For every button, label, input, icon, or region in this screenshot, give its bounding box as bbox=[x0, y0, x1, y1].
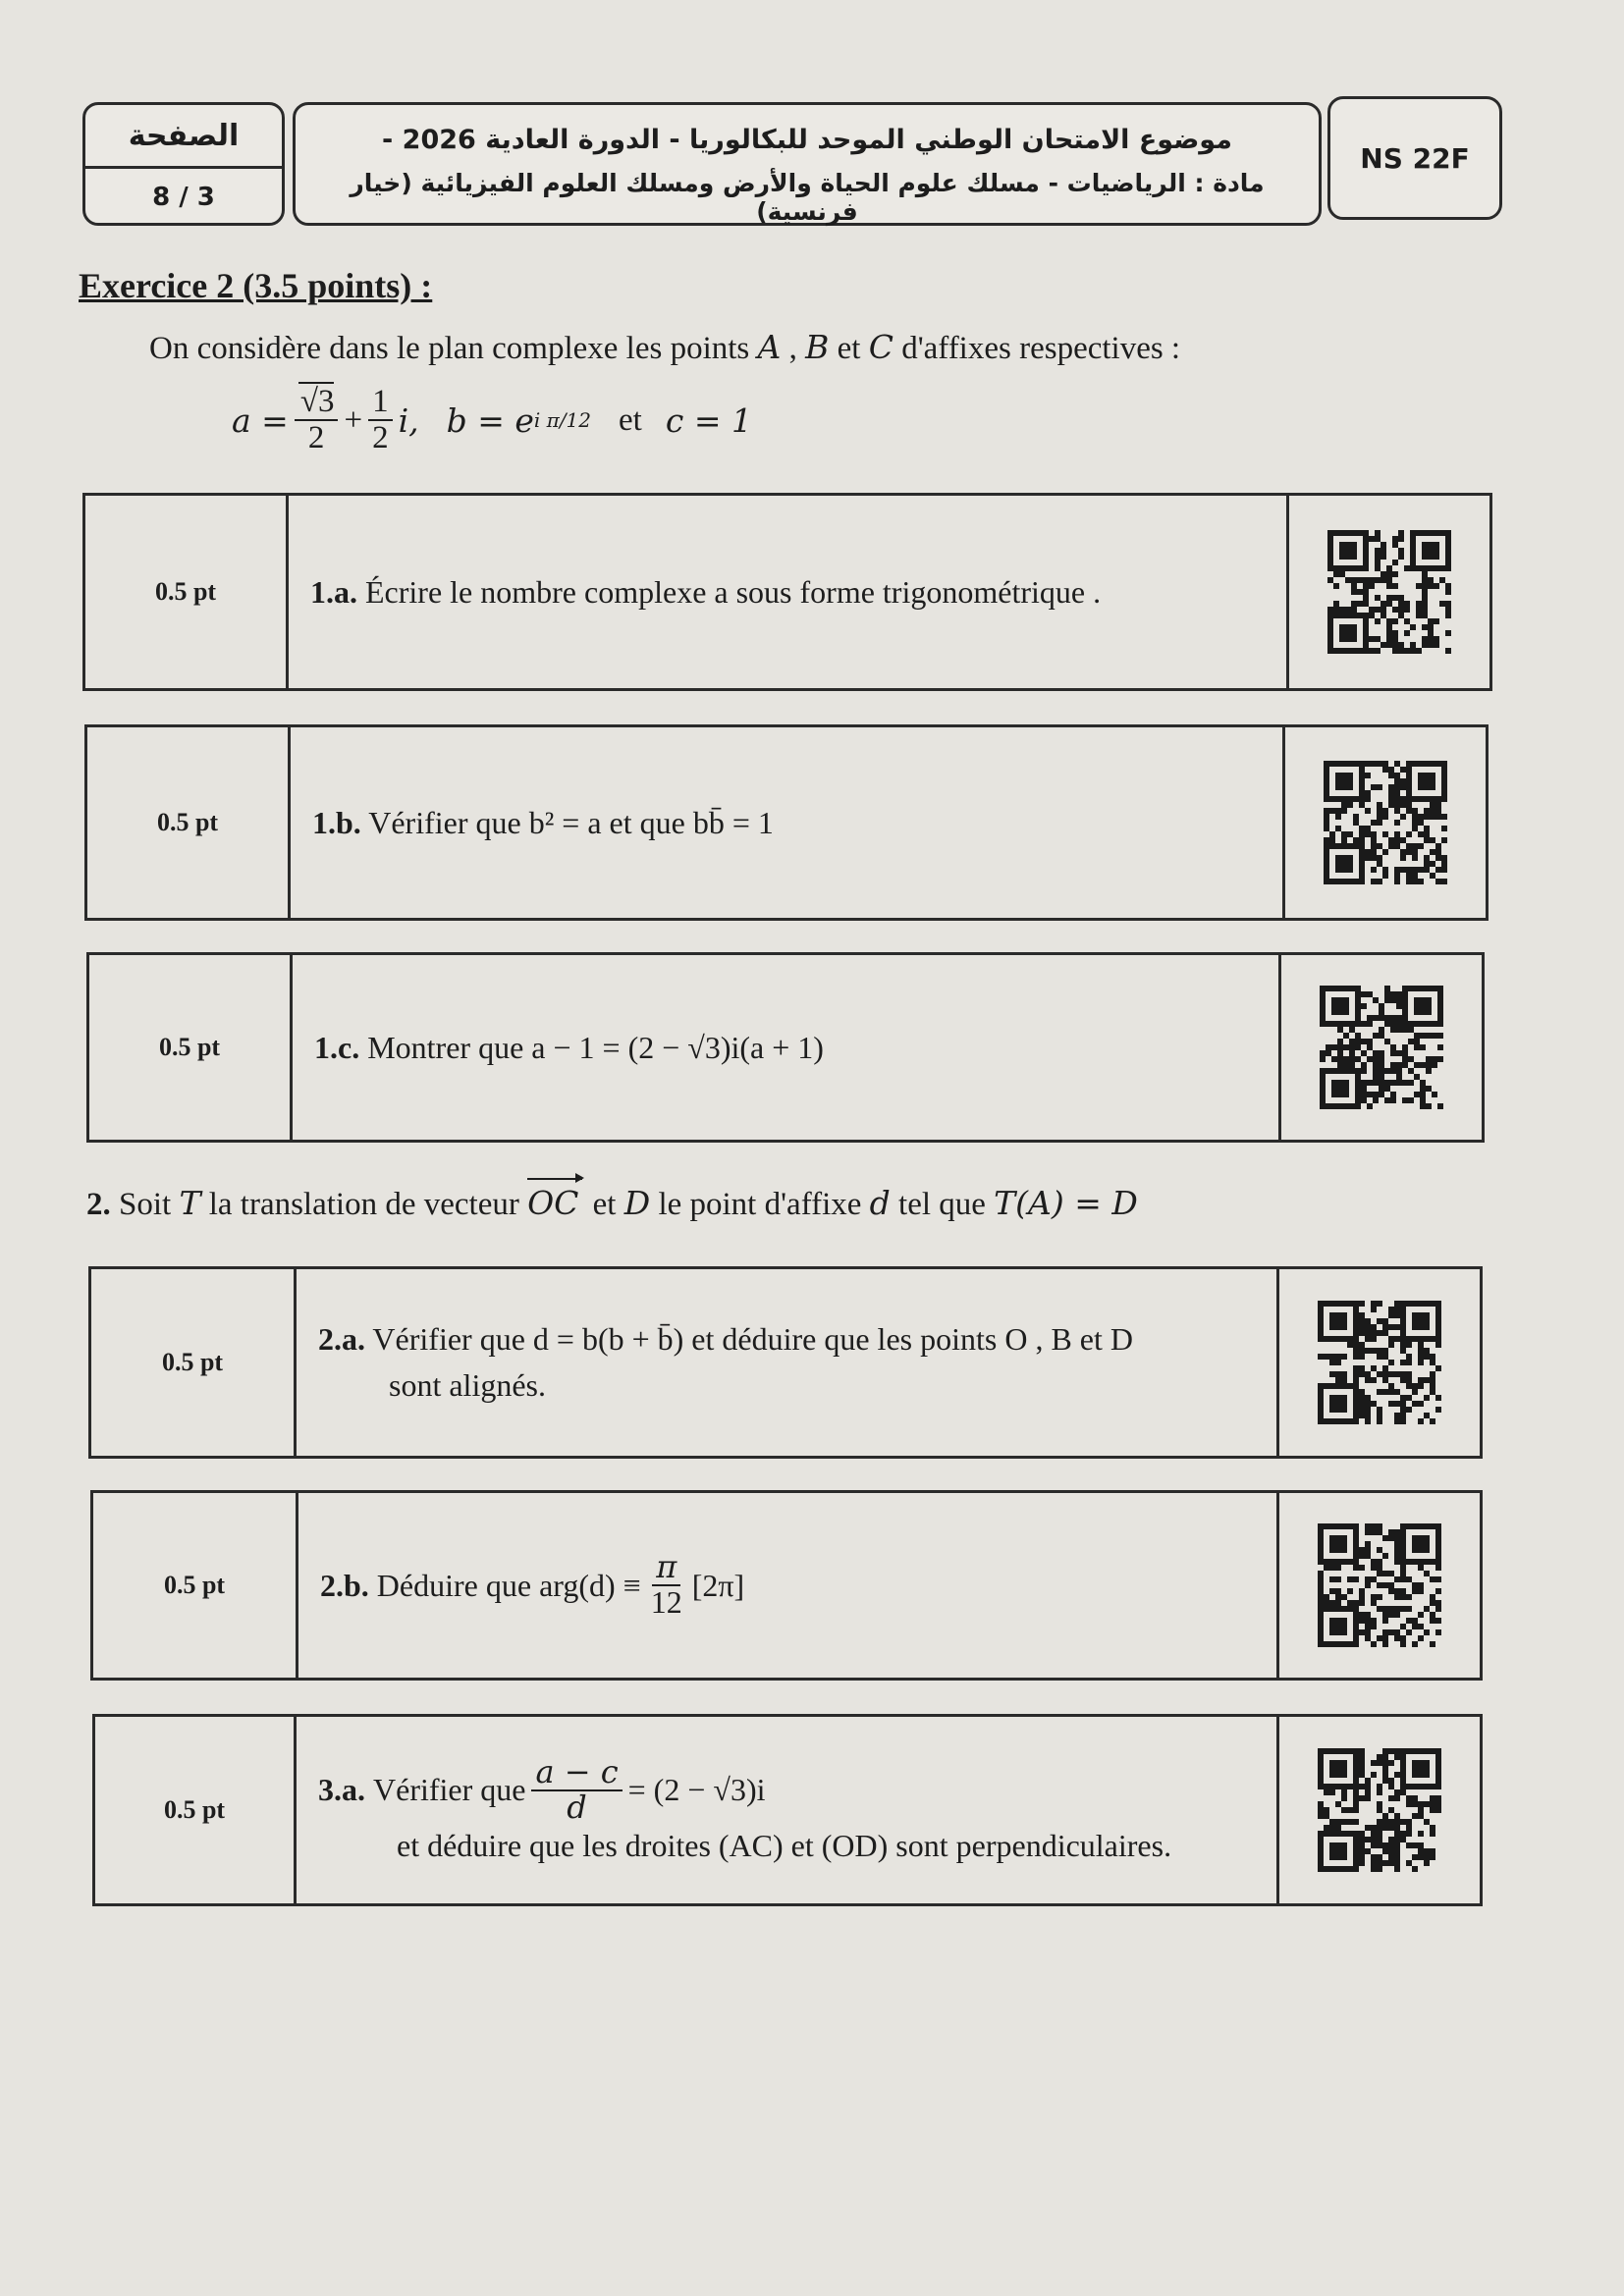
sqrt3: √3 bbox=[299, 384, 335, 420]
question-text bbox=[291, 727, 1285, 918]
question-label: 1.c. bbox=[314, 1029, 360, 1065]
question-points: 0.5 pt bbox=[95, 1717, 297, 1903]
question-points: 0.5 pt bbox=[91, 1269, 297, 1456]
qr-code-icon[interactable] bbox=[1289, 496, 1489, 688]
page-number: 8 / 3 bbox=[152, 183, 215, 212]
affixes-formula bbox=[232, 371, 752, 469]
question-row-1a bbox=[82, 493, 1492, 691]
question-points: 0.5 pt bbox=[89, 955, 293, 1140]
exercise-title: Exercice 2 (3.5 points) : bbox=[79, 266, 433, 305]
intro-text-2: d'affixes respectives : bbox=[901, 331, 1181, 366]
formula-et: et bbox=[619, 401, 642, 438]
question-label: 2.a. bbox=[318, 1321, 365, 1357]
fraction-1-over-2 bbox=[368, 385, 393, 454]
question-body: Écrire le nombre complexe a sous forme trigonométrique . bbox=[365, 573, 1102, 610]
s2-relation: T(A) = D bbox=[994, 1184, 1138, 1222]
denominator-d: d bbox=[567, 1788, 587, 1826]
qr-code-icon[interactable] bbox=[1279, 1493, 1480, 1678]
formula-b-exponent: i π/12 bbox=[533, 408, 592, 432]
vector-oc: OC bbox=[527, 1184, 579, 1222]
section-2-statement bbox=[86, 1184, 1138, 1223]
question-points: 0.5 pt bbox=[93, 1493, 298, 1678]
intro-text: On considère dans le plan complexe les points bbox=[149, 331, 750, 366]
s2-text-d: le point d'affixe bbox=[658, 1187, 862, 1222]
intro-and: et bbox=[837, 331, 861, 366]
s2-text-e: tel que bbox=[898, 1187, 986, 1222]
numerator-1: 1 bbox=[368, 385, 393, 421]
fraction-sqrt3-over-2 bbox=[295, 385, 339, 454]
s2-D: D bbox=[623, 1184, 651, 1222]
point-b: B bbox=[805, 328, 830, 366]
s2-d: d bbox=[869, 1184, 891, 1222]
question-text bbox=[289, 496, 1289, 688]
qr-code-icon[interactable] bbox=[1281, 955, 1482, 1140]
modulo: [2π] bbox=[691, 1567, 745, 1603]
header-page-box bbox=[82, 102, 285, 226]
question-text bbox=[297, 1269, 1279, 1456]
point-c: C bbox=[868, 328, 893, 366]
s2-T: T bbox=[179, 1184, 201, 1222]
question-points: 0.5 pt bbox=[87, 727, 291, 918]
question-text bbox=[298, 1493, 1279, 1678]
fraction-a-minus-c-over-d bbox=[531, 1752, 622, 1826]
numerator-pi: π bbox=[652, 1551, 680, 1586]
question-body-b: = (2 − √3)i bbox=[627, 1772, 766, 1807]
question-label: 1.a. bbox=[310, 573, 357, 610]
plus-sign: + bbox=[344, 401, 363, 438]
denominator-2: 2 bbox=[307, 420, 325, 455]
qr-code-icon[interactable] bbox=[1279, 1717, 1480, 1903]
s2-text-c: et bbox=[592, 1187, 617, 1222]
question-body: Vérifier que bbox=[373, 1772, 526, 1807]
page-label: الصفحة bbox=[85, 105, 282, 169]
header-title-line2: مادة : الرياضيات - مسلك علوم الحياة والأرض ومسلك العلوم الفيزيائية (خيار فرنسية) bbox=[350, 169, 1265, 226]
header-code-box bbox=[1327, 96, 1502, 220]
denominator-12: 12 bbox=[650, 1584, 682, 1620]
numerator-a-minus-c: a − c bbox=[531, 1756, 622, 1791]
point-a: A bbox=[757, 328, 782, 366]
question-body: Montrer que a − 1 = (2 − √3)i(a + 1) bbox=[367, 1029, 824, 1065]
formula-b: b = e bbox=[446, 400, 534, 440]
qr-code-icon[interactable] bbox=[1279, 1269, 1480, 1456]
question-row-1c bbox=[86, 952, 1485, 1143]
denominator-2b: 2 bbox=[372, 420, 389, 455]
question-row-2a bbox=[88, 1266, 1483, 1459]
question-text bbox=[293, 955, 1281, 1140]
qr-code-icon[interactable] bbox=[1285, 727, 1486, 918]
header-title-box bbox=[293, 102, 1322, 226]
question-text bbox=[297, 1717, 1279, 1903]
fraction-pi-over-12 bbox=[647, 1548, 686, 1620]
question-label: 3.a. bbox=[318, 1772, 365, 1807]
s2-text-a: Soit bbox=[119, 1187, 172, 1222]
header-title-line1: موضوع الامتحان الوطني الموحد للبكالوريا - الدورة العادية 2026 - bbox=[382, 125, 1232, 155]
question-body-2: et déduire que les droites (AC) et (OD) sont perpendiculaires. bbox=[397, 1828, 1172, 1864]
exercise-intro: On considère dans le plan complexe les points A , B et C d'affixes respectives : bbox=[149, 328, 1181, 366]
exam-code: NS 22F bbox=[1360, 141, 1470, 175]
question-points: 0.5 pt bbox=[85, 496, 289, 688]
question-body: Vérifier que b² = a et que bb̄ = 1 bbox=[368, 804, 774, 840]
question-row-1b bbox=[84, 724, 1489, 921]
formula-c: c = 1 bbox=[665, 400, 752, 440]
question-body: Déduire que arg(d) ≡ bbox=[376, 1567, 641, 1603]
question-row-3a bbox=[92, 1714, 1483, 1906]
question-body: Vérifier que d = b(b + b̄) et déduire que les points O , B et D bbox=[372, 1321, 1133, 1357]
formula-a: a = bbox=[232, 400, 289, 440]
question-row-2b bbox=[90, 1490, 1483, 1681]
formula-i: i, bbox=[398, 400, 419, 440]
section-2-label: 2. bbox=[86, 1187, 111, 1222]
s2-text-b: la translation de vecteur bbox=[208, 1187, 519, 1222]
question-label: 1.b. bbox=[312, 804, 361, 840]
question-label: 2.b. bbox=[320, 1567, 369, 1603]
question-body-2: sont alignés. bbox=[389, 1367, 546, 1403]
